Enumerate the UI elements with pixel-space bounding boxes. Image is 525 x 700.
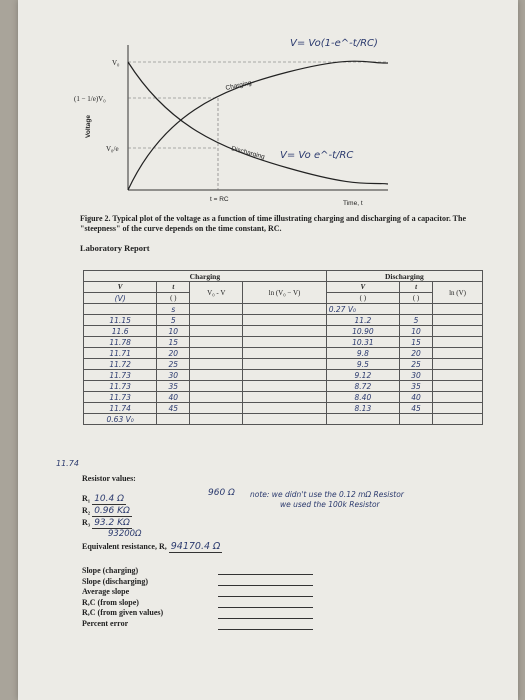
r1-line <box>82 494 126 504</box>
discharging-label: Discharging <box>230 145 266 161</box>
v0-over-e-label: V₀/e <box>106 145 119 153</box>
v-mark-label: (1 − 1/e)V₀ <box>74 95 106 103</box>
charging-v-cell: 0.63 V₀ <box>84 414 157 425</box>
charging-v-cell: 11.6 <box>84 326 157 337</box>
charging-t-cell: 5 <box>157 315 190 326</box>
col-dis-t-unit: ( ) <box>400 293 433 304</box>
equiv-line <box>82 541 222 552</box>
discharging-header: Discharging <box>326 271 482 282</box>
charging-header: Charging <box>84 271 327 282</box>
charging-v-cell: 11.78 <box>84 337 157 348</box>
figure-caption: Figure 2. Typical plot of the voltage as a function of time illustrating charging and discharging of a capacitor. The "steepness" of the curve depends on the time constant, RC. <box>80 214 467 233</box>
lab-worksheet-page <box>18 0 518 700</box>
rc-from-given-label: R,C (from given values) <box>82 608 164 617</box>
table-row <box>84 392 483 403</box>
table-row <box>84 370 483 381</box>
table-row <box>84 326 483 337</box>
report-title: Laboratory Report <box>80 243 150 253</box>
hw-dis-v0: 0.27 V₀ <box>326 304 399 315</box>
r3-line <box>82 518 132 528</box>
col-t-unit: ( ) <box>157 293 190 304</box>
hw-960: 960 Ω <box>208 488 235 498</box>
col-v: V <box>84 282 157 293</box>
discharging-t-cell: 35 <box>400 381 433 392</box>
data-table <box>83 270 483 425</box>
charging-t-cell: 40 <box>157 392 190 403</box>
discharging-t-cell: 15 <box>400 337 433 348</box>
charging-t-cell: 25 <box>157 359 190 370</box>
charging-t-cell: 15 <box>157 337 190 348</box>
answer-line[interactable] <box>218 607 313 608</box>
hw-v-unit: (V) <box>84 293 157 304</box>
table-row <box>84 337 483 348</box>
col-dis-v: V <box>326 282 399 293</box>
r2-line <box>82 506 132 516</box>
charging-v-cell: 11.72 <box>84 359 157 370</box>
discharging-t-cell: 10 <box>400 326 433 337</box>
col-t: t <box>157 282 190 293</box>
r1-value: 10.4 Ω <box>94 494 124 504</box>
table-row <box>84 359 483 370</box>
hw-discharge-equation: V= Vo e^-t/RC <box>280 150 354 161</box>
answer-line[interactable] <box>218 629 313 630</box>
discharging-t-cell: 20 <box>400 348 433 359</box>
average-slope-label: Average slope <box>82 587 130 596</box>
table-row <box>84 414 483 425</box>
charging-t-cell: 10 <box>157 326 190 337</box>
charging-t-cell <box>157 414 190 425</box>
voltage-time-graph <box>68 30 398 210</box>
charging-curve <box>128 61 388 190</box>
x-axis-label: Time, t <box>343 200 363 207</box>
r2-value: 0.96 KΩ <box>94 506 130 516</box>
charging-v-cell: 11.73 <box>84 381 157 392</box>
col-dis-v-unit: ( ) <box>326 293 399 304</box>
discharging-v-cell: 11.2 <box>326 315 399 326</box>
charging-v-cell: 11.74 <box>84 403 157 414</box>
col-v0-minus-v: V₀ - V <box>190 282 243 304</box>
equiv-value: 94170.4 Ω <box>170 541 221 552</box>
r1-label: R₁ <box>82 494 91 503</box>
hw-note-line1: note: we didn't use the 0.12 mΩ Resistor <box>250 490 404 499</box>
answer-line[interactable] <box>218 574 313 575</box>
charging-v-cell: 11.15 <box>84 315 157 326</box>
discharging-v-cell: 8.72 <box>326 381 399 392</box>
rc-from-slope-label: R,C (from slope) <box>82 597 139 607</box>
discharging-v-cell: 10.90 <box>326 326 399 337</box>
table-row <box>84 403 483 414</box>
charging-t-cell: 20 <box>157 348 190 359</box>
t-mark-label: t = RC <box>210 196 229 203</box>
table-row <box>84 348 483 359</box>
r3-value: 93.2 KΩ <box>94 518 130 528</box>
charging-v-cell: 11.71 <box>84 348 157 359</box>
discharging-v-cell: 9.8 <box>326 348 399 359</box>
discharging-t-cell: 45 <box>400 403 433 414</box>
col-ln-v: ln (V) <box>433 282 483 304</box>
slope-charging-label: Slope (charging) <box>82 566 139 575</box>
discharging-t-cell: 30 <box>400 370 433 381</box>
discharging-v-cell: 10.31 <box>326 337 399 348</box>
resistor-title: Resistor values: <box>82 474 136 483</box>
hw-note-line2: we used the 100k Resistor <box>280 500 380 509</box>
equiv-label: Equivalent resistance, R, <box>82 542 167 551</box>
slope-discharging-label: Slope (discharging) <box>82 576 149 586</box>
discharging-v-cell: 9.12 <box>326 370 399 381</box>
discharging-t-cell: 25 <box>400 359 433 370</box>
y-axis-label: Voltage <box>85 115 92 138</box>
answer-line[interactable] <box>218 618 313 619</box>
charging-v-cell: 11.73 <box>84 392 157 403</box>
r2-label: R₂ <box>82 506 91 515</box>
answer-line[interactable] <box>218 585 313 586</box>
discharging-v-cell: 9.5 <box>326 359 399 370</box>
hw-r3-extra: 93200Ω <box>108 529 142 539</box>
hw-charge-equation: V= Vo(1-e^-t/RC) <box>290 38 378 49</box>
col-ln-v0-minus-v: ln (V₀ − V) <box>243 282 327 304</box>
discharging-t-cell: 40 <box>400 392 433 403</box>
charging-t-cell: 35 <box>157 381 190 392</box>
charging-t-cell: 30 <box>157 370 190 381</box>
discharging-v-cell: 8.13 <box>326 403 399 414</box>
table-row <box>84 381 483 392</box>
slope-list <box>82 566 163 629</box>
charging-v-cell: 11.73 <box>84 370 157 381</box>
charging-t-cell: 45 <box>157 403 190 414</box>
hw-t-unit: s <box>157 304 190 315</box>
table-row <box>84 315 483 326</box>
margin-note: 11.74 <box>56 459 79 468</box>
r3-label: R₃ <box>82 518 91 527</box>
col-dis-t: t <box>400 282 433 293</box>
percent-error-label: Percent error <box>82 618 129 628</box>
v0-top-label: V₀ <box>112 59 120 67</box>
answer-line[interactable] <box>218 596 313 597</box>
discharging-t-cell: 5 <box>400 315 433 326</box>
discharging-v-cell: 8.40 <box>326 392 399 403</box>
charging-label: Charging <box>224 79 253 92</box>
